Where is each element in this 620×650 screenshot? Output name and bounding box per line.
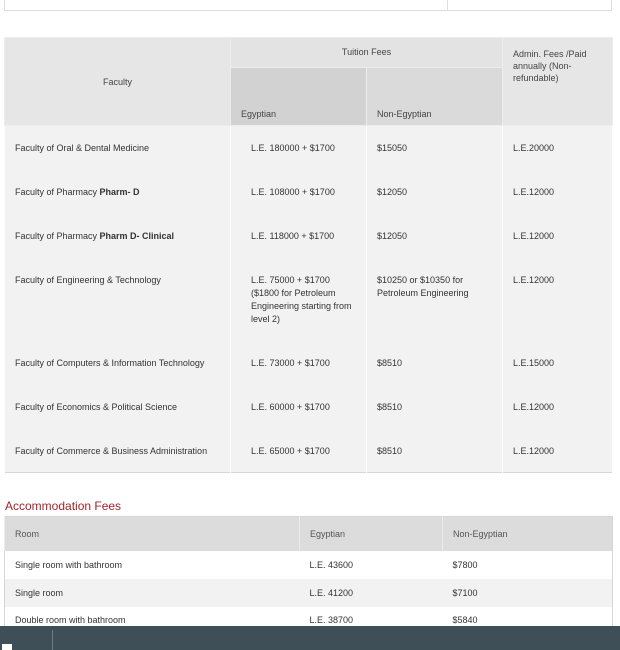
table-row: [5, 258, 613, 341]
egyptian-fee-cell: L.E. 43600: [300, 551, 443, 579]
admin-fees-header: Admin. Fees /Paid annually (Non-refundable): [503, 38, 613, 126]
tuition-fees-header: Tuition Fees: [231, 38, 503, 68]
tuition-fees-table: [4, 37, 613, 473]
egyptian-fee-cell: L.E. 60000 + $1700: [231, 385, 367, 429]
admin-fee-cell: L.E.12000: [503, 385, 613, 429]
admin-fee-cell: L.E.12000: [503, 170, 613, 214]
room-cell: Single room: [5, 579, 300, 607]
non-egyptian-fee-cell: $7100: [443, 579, 613, 607]
egyptian-fee-cell: L.E. 73000 + $1700: [231, 341, 367, 385]
admin-fee-cell: L.E.12000: [503, 214, 613, 258]
non-egyptian-fee-cell: $12050: [367, 170, 503, 214]
non-egyptian-fee-cell: $5840: [443, 607, 613, 635]
non-egyptian-fee-cell: $12050: [367, 214, 503, 258]
table-row: [5, 579, 613, 607]
table-row: [5, 551, 613, 579]
egyptian-header: Egyptian: [300, 517, 443, 551]
non-egyptian-fee-cell: $10250 or $10350 for Petroleum Engineering: [367, 258, 503, 341]
egyptian-fee-cell: L.E. 38700: [300, 607, 443, 635]
non-egyptian-fee-cell: $8510: [367, 429, 503, 473]
table-row: [5, 214, 613, 258]
egyptian-fee-cell: L.E. 118000 + $1700: [231, 214, 367, 258]
admin-fee-cell: L.E.12000: [503, 429, 613, 473]
previous-table-bottom: [4, 0, 612, 11]
egyptian-fee-cell: L.E. 41200: [300, 579, 443, 607]
footer-bar: [0, 626, 620, 650]
admin-fee-cell: L.E.15000: [503, 341, 613, 385]
egyptian-header: Egyptian: [231, 68, 367, 126]
faculty-cell: Faculty of Oral & Dental Medicine: [5, 126, 231, 170]
faculty-name: Faculty of Pharmacy: [15, 230, 100, 241]
room-cell: Double room with bathroom: [5, 607, 300, 635]
footer-logo-icon: [2, 644, 12, 650]
non-egyptian-fee-cell: $15050: [367, 126, 503, 170]
non-egyptian-fee-cell: $8510: [367, 385, 503, 429]
footer-divider: [52, 630, 53, 650]
room-header: Room: [5, 517, 300, 551]
faculty-cell: Faculty of Engineering & Technology: [5, 258, 231, 341]
non-egyptian-fee-cell: $7800: [443, 551, 613, 579]
previous-table-divider: [447, 0, 448, 10]
room-cell: Single room with bathroom: [5, 551, 300, 579]
admin-fee-cell: L.E.20000: [503, 126, 613, 170]
non-egyptian-fee-cell: $8510: [367, 341, 503, 385]
program-name: Pharm D- Clinical: [99, 230, 175, 241]
accommodation-fees-table: [4, 516, 613, 635]
non-egyptian-header: Non-Egyptian: [443, 517, 613, 551]
egyptian-fee-cell: L.E. 75000 + $1700 ($1800 for Petroleum Engineering starting from level 2): [231, 258, 367, 341]
program-name: Pharm- D: [99, 186, 140, 197]
accommodation-fees-heading: Accommodation Fees: [5, 499, 122, 513]
admin-fee-cell: L.E.12000: [503, 258, 613, 341]
faculty-cell: [5, 214, 231, 258]
egyptian-fee-cell: L.E. 108000 + $1700: [231, 170, 367, 214]
faculty-name: Faculty of Pharmacy: [15, 186, 100, 197]
table-row: [5, 429, 613, 473]
egyptian-fee-cell: L.E. 65000 + $1700: [231, 429, 367, 473]
faculty-cell: [5, 170, 231, 214]
non-egyptian-header: Non-Egyptian: [367, 68, 503, 126]
egyptian-fee-cell: L.E. 180000 + $1700: [231, 126, 367, 170]
faculty-cell: Faculty of Commerce & Business Administration: [5, 429, 231, 473]
faculty-cell: Faculty of Computers & Information Technology: [5, 341, 231, 385]
faculty-cell: Faculty of Economics & Political Science: [5, 385, 231, 429]
table-row: [5, 126, 613, 170]
table-row: [5, 170, 613, 214]
table-row: [5, 341, 613, 385]
faculty-header: Faculty: [5, 38, 231, 126]
table-row: [5, 385, 613, 429]
